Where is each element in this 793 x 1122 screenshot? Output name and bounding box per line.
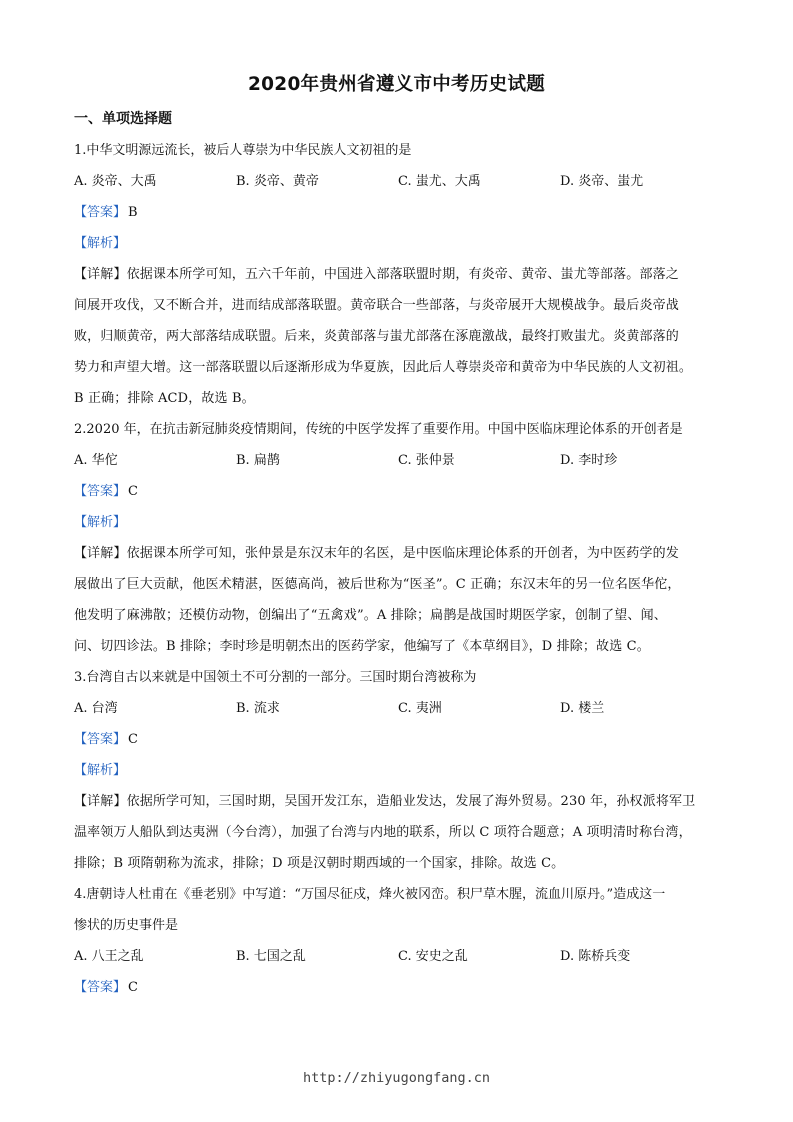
question-stem: 4.唐朝诗人杜甫在《垂老别》中写道：“万国尽征戍，烽火被冈峦。积尸草木腥，流血川原丹。”造成这一 <box>74 887 666 902</box>
option-c: C. 张仲景 <box>398 453 455 468</box>
detail-line: 展做出了巨大贡献，他医术精湛，医德高尚，被后世称为“医圣”。C 正确；东汉末年的另一位名医华佗， <box>74 577 681 592</box>
detail-line: 问、切四诊法。B 排除；李时珍是明朝杰出的医药学家，他编写了《本草纲目》，D 排除；故选 C。 <box>74 639 650 654</box>
detail-line: B 正确；排除 ACD，故选 B。 <box>74 391 255 406</box>
answer-tag: 【答案】 <box>74 732 127 747</box>
page-title: 2020年贵州省遵义市中考历史试题 <box>247 74 546 95</box>
option-d: D. 陈桥兵变 <box>560 949 631 964</box>
question-stem: 3.台湾自古以来就是中国领土不可分割的一部分。三国时期台湾被称为 <box>74 670 477 685</box>
detail-line: 败，归顺黄帝，两大部落结成联盟。后来，炎黄部落与蚩尤部落在涿鹿激战，最终打败蚩尤。炎黄部落的 <box>74 329 679 344</box>
option-b: B. 七国之乱 <box>236 949 306 964</box>
answer-value: C <box>128 732 138 747</box>
answer-line <box>74 479 724 510</box>
option-c: C. 蚩尤、大禹 <box>398 174 481 189</box>
question-stem: 2.2020 年，在抗击新冠肺炎疫情期间，传统的中医学发挥了重要作用。中国中医临床理论体系的开创者是 <box>74 422 683 437</box>
analysis-tag: 【解析】 <box>74 236 127 251</box>
question-block <box>74 665 724 882</box>
question-block <box>74 882 724 1006</box>
detail-line: 【详解】依据课本所学可知，五六千年前，中国进入部落联盟时期，有炎帝、黄帝、蚩尤等部落。部落之 <box>74 267 679 282</box>
option-d: D. 李时珍 <box>560 453 618 468</box>
detail-line: 温率领万人船队到达夷洲（今台湾），加强了台湾与内地的联系，所以 C 项符合题意；A 项明清时称台湾， <box>74 825 692 840</box>
option-d: D. 炎帝、蚩尤 <box>560 174 644 189</box>
answer-value: B <box>128 205 138 220</box>
option-b: B. 扁鹊 <box>236 453 280 468</box>
footer-url[interactable]: http://zhiyugongfang.cn <box>303 1070 490 1086</box>
answer-value: C <box>128 980 138 995</box>
detail-line: 他发明了麻沸散；还模仿动物，创编出了“五禽戏”。A 排除；扁鹊是战国时期医学家，创制了望、闻、 <box>74 608 667 623</box>
question-block <box>74 417 724 665</box>
answer-line <box>74 975 724 1006</box>
option-b: B. 炎帝、黄帝 <box>236 174 319 189</box>
analysis-tag: 【解析】 <box>74 515 127 530</box>
detail-paragraph <box>74 262 724 417</box>
answer-tag: 【答案】 <box>74 980 127 995</box>
option-b: B. 流求 <box>236 701 280 716</box>
option-a: A. 华佗 <box>74 453 118 468</box>
option-row <box>74 448 724 479</box>
question-block <box>74 138 724 417</box>
option-c: C. 安史之乱 <box>398 949 468 964</box>
analysis-line <box>74 231 724 262</box>
analysis-line <box>74 758 724 789</box>
option-c: C. 夷洲 <box>398 701 442 716</box>
detail-line: 势力和声望大增。这一部落联盟以后逐渐形成为华夏族，因此后人尊崇炎帝和黄帝为中华民族的人文初祖。 <box>74 360 693 375</box>
option-row <box>74 169 724 200</box>
answer-line <box>74 200 724 231</box>
answer-tag: 【答案】 <box>74 484 127 499</box>
detail-paragraph <box>74 789 724 882</box>
answer-value: C <box>128 484 138 499</box>
option-row <box>74 696 724 727</box>
section-heading: 一、单项选择题 <box>74 111 172 127</box>
detail-paragraph <box>74 541 724 665</box>
analysis-line <box>74 510 724 541</box>
analysis-tag: 【解析】 <box>74 763 127 778</box>
detail-line: 间展开攻伐，又不断合并，进而结成部落联盟。黄帝联合一些部落，与炎帝展开大规模战争。最后炎帝战 <box>74 298 679 313</box>
answer-line <box>74 727 724 758</box>
answer-tag: 【答案】 <box>74 205 127 220</box>
question-stem: 惨状的历史事件是 <box>74 918 179 933</box>
detail-line: 排除；B 项隋朝称为流求，排除；D 项是汉朝时期西域的一个国家，排除。故选 C。 <box>74 856 565 871</box>
detail-line: 【详解】依据所学可知，三国时期，吴国开发江东，造船业发达，发展了海外贸易。230 年，孙权派将军卫 <box>74 794 696 809</box>
question-stem: 1.中华文明源远流长，被后人尊崇为中华民族人文初祖的是 <box>74 143 412 158</box>
option-d: D. 楼兰 <box>560 701 605 716</box>
option-a: A. 八王之乱 <box>74 949 144 964</box>
option-a: A. 台湾 <box>74 701 118 716</box>
option-a: A. 炎帝、大禹 <box>74 174 157 189</box>
detail-line: 【详解】依据课本所学可知，张仲景是东汉末年的名医，是中医临床理论体系的开创者，为中医药学的发 <box>74 546 679 561</box>
question-list <box>74 138 724 1006</box>
option-row <box>74 944 724 975</box>
